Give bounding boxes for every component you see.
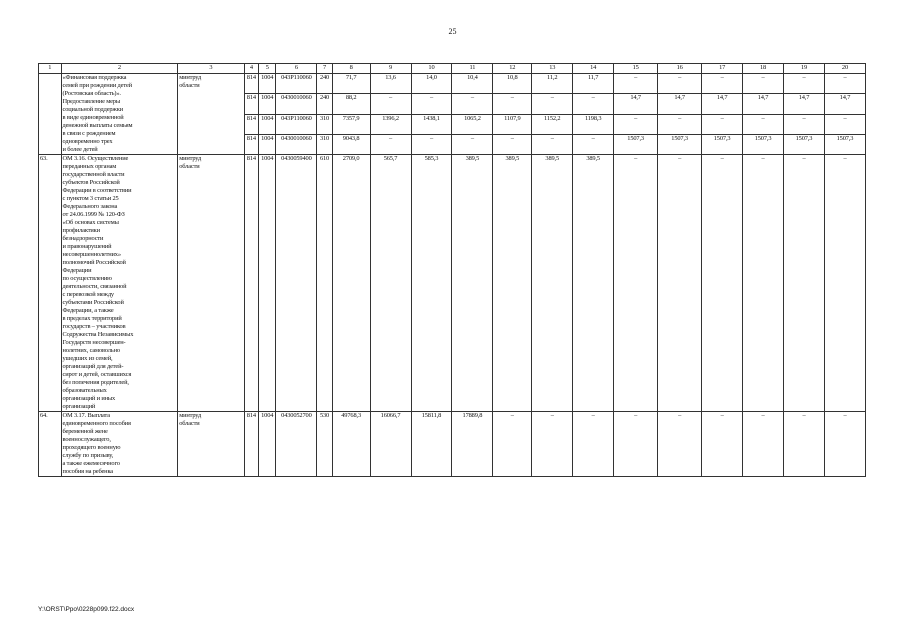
table-cell: 1107,9 [493,114,532,134]
table-cell: – [493,412,532,477]
table-cell: 14,0 [411,74,452,94]
table-cell: 240 [317,74,332,94]
table-cell: 1507,3 [743,134,784,154]
table-row [39,74,866,94]
table-cell: 043P110060 [276,114,317,134]
file-path-footer: Y:\ORST\Ppo\0228p099.f22.docx [38,606,135,613]
table-cell: 10,8 [493,74,532,94]
table-cell: – [370,134,411,154]
column-header: 4 [244,64,258,74]
table-cell: 1198,3 [573,114,614,134]
table-cell: 7357,9 [332,114,370,134]
table-cell: – [452,134,493,154]
table-cell: 49768,3 [332,412,370,477]
table-cell: – [784,74,825,94]
budget-table [38,63,866,477]
column-header: 16 [658,64,702,74]
table-cell: 11,7 [573,74,614,94]
table-cell: 814 [244,114,258,134]
table-cell: 1507,3 [658,134,702,154]
table-cell: – [614,155,658,412]
column-header: 1 [39,64,62,74]
table-cell: – [411,134,452,154]
table-cell: – [784,412,825,477]
column-header: 20 [824,64,865,74]
column-header: 19 [784,64,825,74]
table-cell: – [658,155,702,412]
table-cell: 389,5 [573,155,614,412]
column-header: 11 [452,64,493,74]
column-header: 6 [276,64,317,74]
table-cell: – [824,114,865,134]
table-cell: – [743,114,784,134]
table-cell: 1004 [259,74,276,94]
column-number-header-row [39,64,866,74]
table-cell: 15811,8 [411,412,452,477]
table-cell: – [702,114,743,134]
table-cell: 14,7 [702,94,743,114]
table-cell: – [493,134,532,154]
table-cell: 310 [317,114,332,134]
table-cell: 0430010060 [276,94,317,114]
table-cell: – [702,412,743,477]
column-header: 17 [702,64,743,74]
column-header: 18 [743,64,784,74]
table-cell: 17889,8 [452,412,493,477]
table-cell: 1507,3 [784,134,825,154]
table-cell: – [702,155,743,412]
table-cell: 0430052700 [276,412,317,477]
table-cell: 88,2 [332,94,370,114]
table-cell: 310 [317,134,332,154]
column-header: 3 [178,64,245,74]
row-organization: минтруд области [178,412,245,477]
table-cell: – [532,94,573,114]
table-cell: 1004 [259,114,276,134]
table-cell: 1438,1 [411,114,452,134]
table-cell: 585,3 [411,155,452,412]
table-cell: 814 [244,412,258,477]
table-cell: – [532,134,573,154]
table-cell: 814 [244,155,258,412]
table-cell: 14,7 [784,94,825,114]
table-cell: – [784,155,825,412]
table-cell: – [658,412,702,477]
table-cell: 71,7 [332,74,370,94]
table-cell: – [824,155,865,412]
table-cell: – [452,94,493,114]
table-cell: – [573,94,614,114]
table-cell: – [824,412,865,477]
table-cell: 1065,2 [452,114,493,134]
column-header: 15 [614,64,658,74]
table-cell: – [573,134,614,154]
table-cell: 389,5 [452,155,493,412]
table-cell: – [702,74,743,94]
column-header: 14 [573,64,614,74]
table-cell: 0430059400 [276,155,317,412]
table-cell: 1004 [259,94,276,114]
row-description: ОМ 3.16. Осуществление переданных органам государственной власти субъектов Российской Федерации в соответствии с пунктом 3 статьи 25 Федерального закона от 24.06.1999 № 120-ФЗ «Об основах системы профилактики безнадзорности и правонарушений несовершеннолетних» полномочий Российской Федерации по осуществлению деятельности, связанной с перевозкой между субъектами Российской Федерации, а также в пределах территорий государств – участников Содружества Независимых Государств несовершен- нолетних, самовольно ушедших из семей, организаций для детей- сирот и детей, оставшихся без попечения родителей, образовательных организаций и иных организаций [61,155,178,412]
column-header: 8 [332,64,370,74]
table-cell: 1396,2 [370,114,411,134]
table-cell: 10,4 [452,74,493,94]
table-cell: 1507,3 [614,134,658,154]
table-cell: 610 [317,155,332,412]
table-cell: 814 [244,74,258,94]
table-cell: – [614,412,658,477]
table-cell: – [573,412,614,477]
table-cell: 043P110060 [276,74,317,94]
table-cell: – [743,412,784,477]
table-cell: 389,5 [493,155,532,412]
table-cell: 1004 [259,412,276,477]
table-cell: 530 [317,412,332,477]
table-cell: 14,7 [614,94,658,114]
table-cell: 13,6 [370,74,411,94]
row-index [39,74,62,155]
table-cell: 2709,0 [332,155,370,412]
table-cell: 389,5 [532,155,573,412]
row-organization: минтруд области [178,74,245,155]
row-description: ОМ 3.17. Выплата единовременного пособия беременной жене военнослужащего, проходящего военную службу по призыву, а также ежемесячного пособия на ребенка [61,412,178,477]
row-organization: минтруд области [178,155,245,412]
table-cell: – [658,114,702,134]
table-cell: 1004 [259,134,276,154]
table-cell: 1004 [259,155,276,412]
table-cell: 1152,2 [532,114,573,134]
column-header: 10 [411,64,452,74]
row-index: 64. [39,412,62,477]
table-cell: – [411,94,452,114]
table-cell: – [824,74,865,94]
table-cell: – [743,74,784,94]
table-cell: – [614,114,658,134]
table-cell: 14,7 [824,94,865,114]
table-cell: 1507,3 [702,134,743,154]
table-cell: 9043,8 [332,134,370,154]
table-cell: – [532,412,573,477]
table-cell: – [743,155,784,412]
table-cell: 16066,7 [370,412,411,477]
table-cell: – [614,74,658,94]
table-cell: – [370,94,411,114]
table-cell: 565,7 [370,155,411,412]
table-cell: – [658,74,702,94]
column-header: 12 [493,64,532,74]
table-cell: 11,2 [532,74,573,94]
table-row [39,155,866,412]
column-header: 7 [317,64,332,74]
row-index: 63. [39,155,62,412]
column-header: 2 [61,64,178,74]
table-cell: – [493,94,532,114]
column-header: 9 [370,64,411,74]
table-cell: 0430010060 [276,134,317,154]
table-cell: 1507,3 [824,134,865,154]
table-cell: 14,7 [658,94,702,114]
table-cell: 240 [317,94,332,114]
table-cell: – [784,114,825,134]
table-cell: 814 [244,94,258,114]
table-row [39,412,866,477]
column-header: 5 [259,64,276,74]
row-description: «Финансовая поддержка семей при рождении детей (Ростовская область)». Предоставление меры социальной поддержки в виде единовременной денежной выплаты семьям в связи с рождением одновременно трех и более детей [61,74,178,155]
page-number: 25 [448,27,457,36]
column-header: 13 [532,64,573,74]
table-cell: 14,7 [743,94,784,114]
table-cell: 814 [244,134,258,154]
